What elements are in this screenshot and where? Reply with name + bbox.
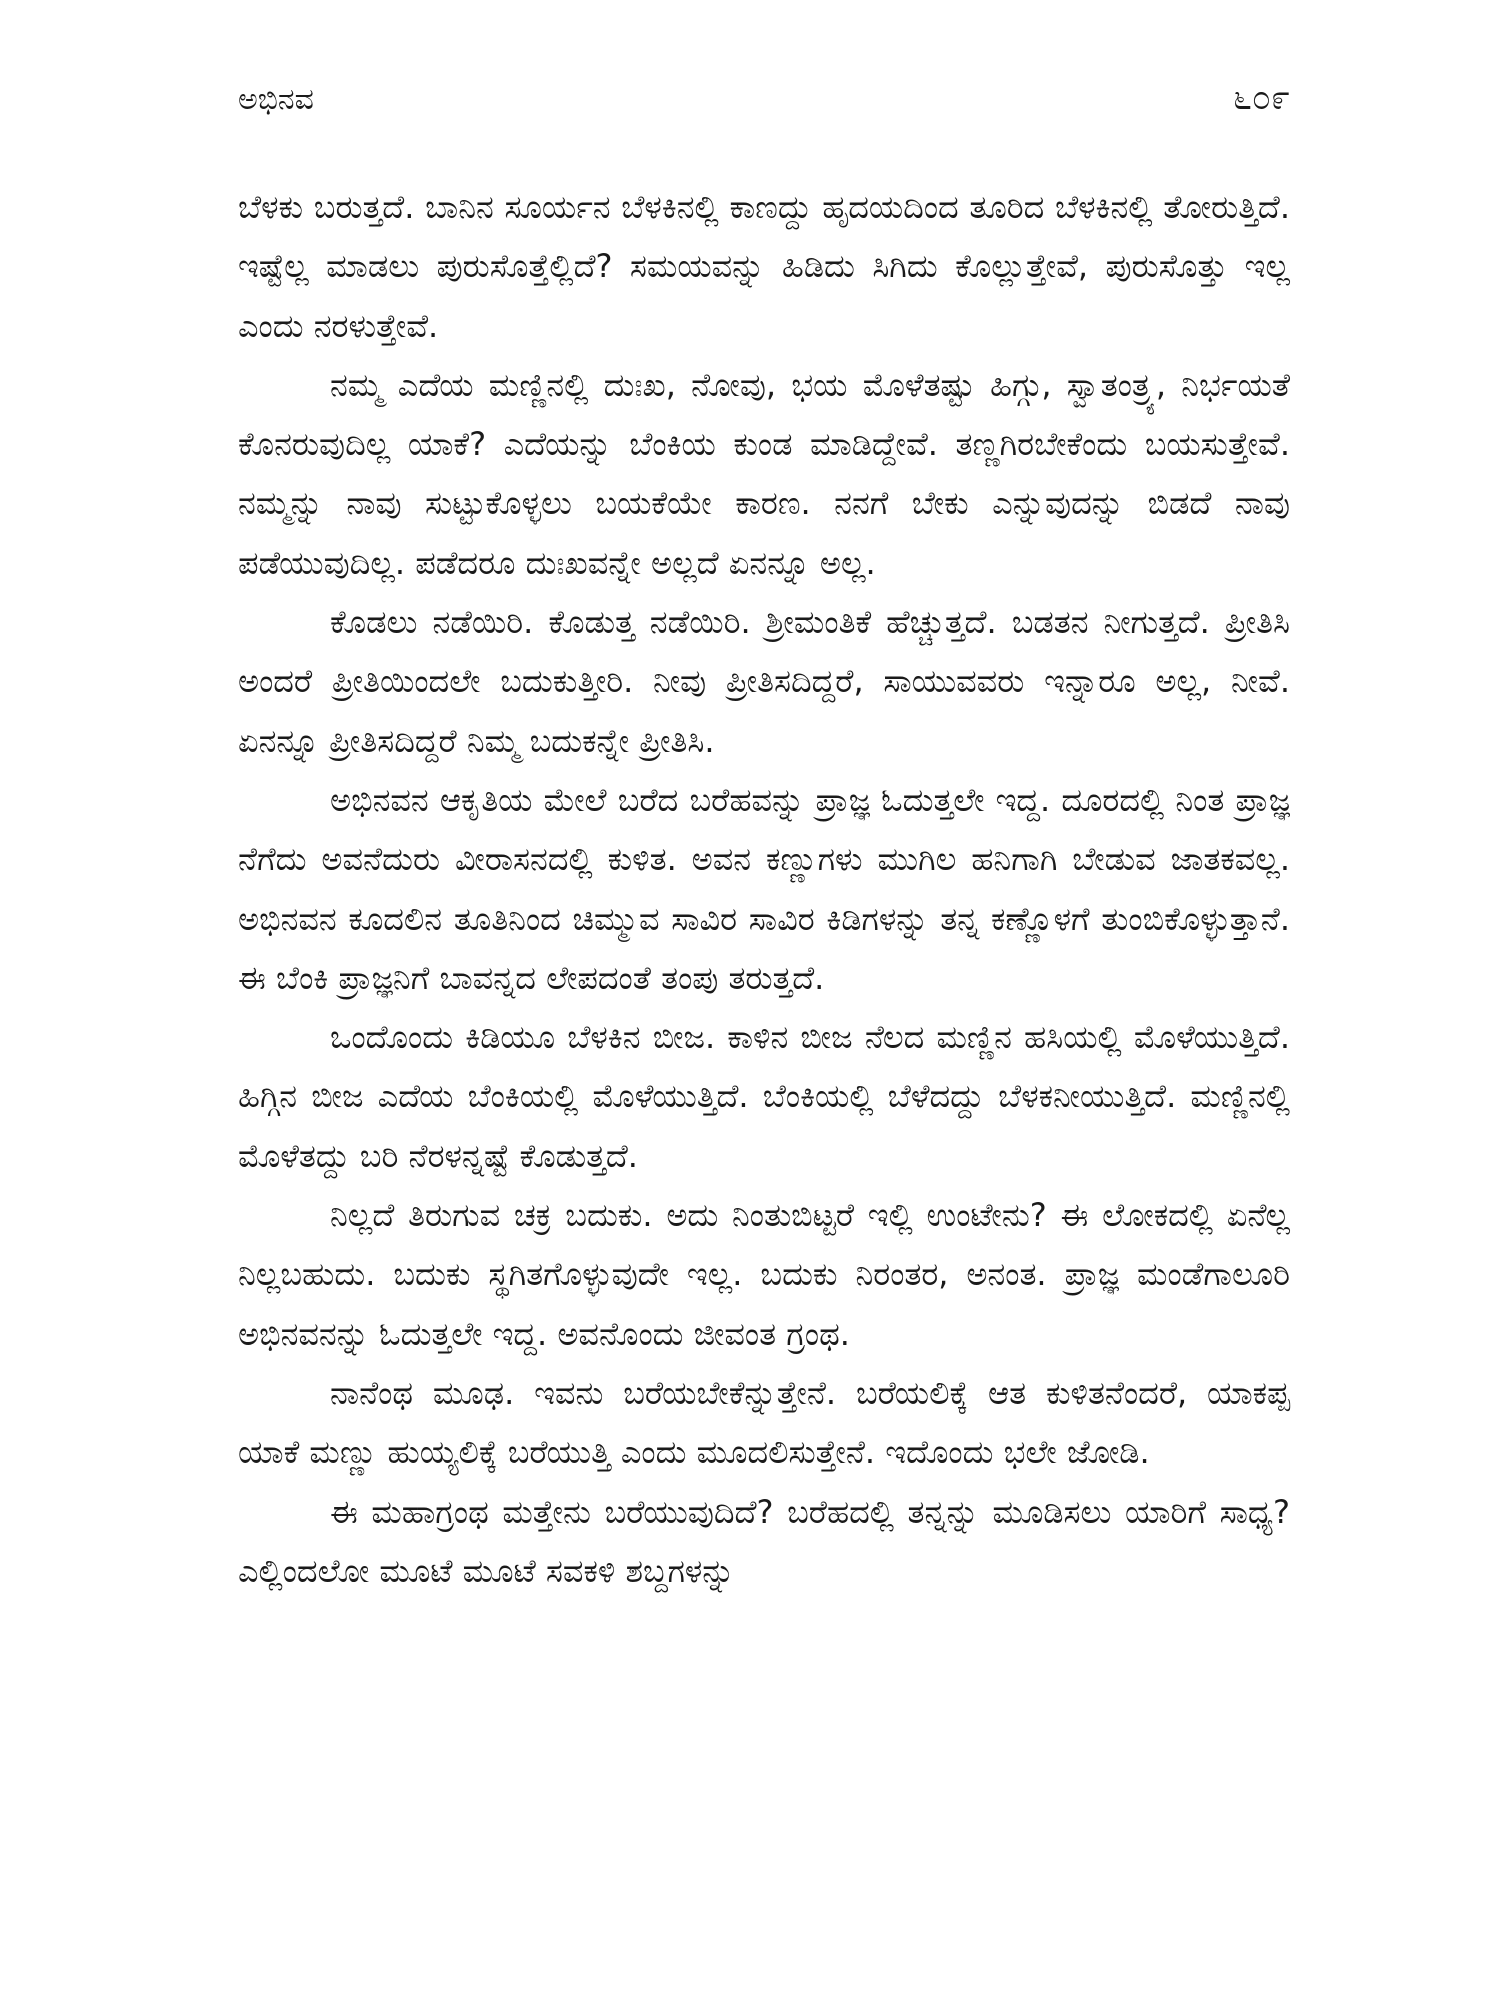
paragraph: ನಮ್ಮ ಎದೆಯ ಮಣ್ಣಿನಲ್ಲಿ ದುಃಖ, ನೋವು, ಭಯ ಮೊಳೆತಷ್ಟು ಹಿಗ್ಗು, ಸ್ವಾತಂತ್ರ್ಯ, ನಿರ್ಭಯತೆ ಕೊನರುವುದಿಲ್ಲ ಯಾಕೆ? ಎದೆಯನ್ನು ಬೆಂಕಿಯ ಕುಂಡ ಮಾಡಿದ್ದೇವೆ. ತಣ್ಣಗಿರಬೇಕೆಂದು ಬಯಸುತ್ತೇವೆ. ನಮ್ಮನ್ನು ನಾವು ಸುಟ್ಟುಕೊಳ್ಳಲು ಬಯಕೆಯೇ ಕಾರಣ. ನನಗೆ ಬೇಕು ಎನ್ನುವುದನ್ನು ಬಿಡದೆ ನಾವು ಪಡೆಯುವುದಿಲ್ಲ. ಪಡೆದರೂ ದುಃಖವನ್ನೇ ಅಲ್ಲದೆ ಏನನ್ನೂ ಅಲ್ಲ. <box>238 365 1290 582</box>
body-text <box>238 178 1290 1601</box>
paragraph: ನಾನೆಂಥ ಮೂಢ. ಇವನು ಬರೆಯಬೇಕೆನ್ನುತ್ತೇನೆ. ಬರೆಯಲಿಕ್ಕೆ ಆತ ಕುಳಿತನೆಂದರೆ, ಯಾಕಪ್ಪ ಯಾಕೆ ಮಣ್ಣು ಹುಯ್ಯಲಿಕ್ಕೆ ಬರೆಯುತ್ತಿ ಎಂದು ಮೂದಲಿಸುತ್ತೇನೆ. ಇದೊಂದು ಭಲೇ ಜೋಡಿ. <box>238 1373 1290 1472</box>
paragraph: ಅಭಿನವನ ಆಕೃತಿಯ ಮೇಲೆ ಬರೆದ ಬರೆಹವನ್ನು ಪ್ರಾಜ್ಞ ಓದುತ್ತಲೇ ಇದ್ದ. ದೂರದಲ್ಲಿ ನಿಂತ ಪ್ರಾಜ್ಞ ನೆಗೆದು ಅವನೆದುರು ವೀರಾಸನದಲ್ಲಿ ಕುಳಿತ. ಅವನ ಕಣ್ಣುಗಳು ಮುಗಿಲ ಹನಿಗಾಗಿ ಬೇಡುವ ಜಾತಕವಲ್ಲ. ಅಭಿನವನ ಕೂದಲಿನ ತೂತಿನಿಂದ ಚಿಮ್ಮುವ ಸಾವಿರ ಸಾವಿರ ಕಿಡಿಗಳನ್ನು ತನ್ನ ಕಣ್ಣೊಳಗೆ ತುಂಬಿಕೊಳ್ಳುತ್ತಾನೆ. ಈ ಬೆಂಕಿ ಪ್ರಾಜ್ಞನಿಗೆ ಬಾವನ್ನದ ಲೇಪದಂತೆ ತಂಪು ತರುತ್ತದೆ. <box>238 780 1290 997</box>
paragraph: ಈ ಮಹಾಗ್ರಂಥ ಮತ್ತೇನು ಬರೆಯುವುದಿದೆ? ಬರೆಹದಲ್ಲಿ ತನ್ನನ್ನು ಮೂಡಿಸಲು ಯಾರಿಗೆ ಸಾಧ್ಯ? ಎಲ್ಲಿಂದಲೋ ಮೂಟೆ ಮೂಟೆ ಸವಕಳಿ ಶಬ್ದಗಳನ್ನು <box>238 1492 1290 1590</box>
paragraph: ನಿಲ್ಲದೆ ತಿರುಗುವ ಚಕ್ರ ಬದುಕು. ಅದು ನಿಂತುಬಿಟ್ಟರೆ ಇಲ್ಲಿ ಉಂಟೇನು? ಈ ಲೋಕದಲ್ಲಿ ಏನೆಲ್ಲ ನಿಲ್ಲಬಹುದು. ಬದುಕು ಸ್ಥಗಿತಗೊಳ್ಳುವುದೇ ಇಲ್ಲ. ಬದುಕು ನಿರಂತರ, ಅನಂತ. ಪ್ರಾಜ್ಞ ಮಂಡೆಗಾಲೂರಿ ಅಭಿನವನನ್ನು ಓದುತ್ತಲೇ ಇದ್ದ. ಅವನೊಂದು ಜೀವಂತ ಗ್ರಂಥ. <box>238 1196 1290 1353</box>
page-header <box>238 72 1290 132</box>
paragraph: ಕೊಡಲು ನಡೆಯಿರಿ. ಕೊಡುತ್ತ ನಡೆಯಿರಿ. ಶ್ರೀಮಂತಿಕೆ ಹೆಚ್ಚುತ್ತದೆ. ಬಡತನ ನೀಗುತ್ತದೆ. ಪ್ರೀತಿಸಿ ಅಂದರೆ ಪ್ರೀತಿಯಿಂದಲೇ ಬದುಕುತ್ತೀರಿ. ನೀವು ಪ್ರೀತಿಸದಿದ್ದರೆ, ಸಾಯುವವರು ಇನ್ನಾರೂ ಅಲ್ಲ, ನೀವೆ. ಏನನ್ನೂ ಪ್ರೀತಿಸದಿದ್ದರೆ ನಿಮ್ಮ ಬದುಕನ್ನೇ ಪ್ರೀತಿಸಿ. <box>238 603 1290 760</box>
page-number: ೬೦೯ <box>1232 78 1290 118</box>
paragraph: ಬೆಳಕು ಬರುತ್ತದೆ. ಬಾನಿನ ಸೂರ್ಯನ ಬೆಳಕಿನಲ್ಲಿ ಕಾಣದ್ದು ಹೃದಯದಿಂದ ತೂರಿದ ಬೆಳಕಿನಲ್ಲಿ ತೋರುತ್ತಿದೆ. ಇಷ್ಟೆಲ್ಲ ಮಾಡಲು ಪುರುಸೊತ್ತೆಲ್ಲಿದೆ? ಸಮಯವನ್ನು ಹಿಡಿದು ಸಿಗಿದು ಕೊಲ್ಲುತ್ತೇವೆ, ಪುರುಸೊತ್ತು ಇಲ್ಲ ಎಂದು ನರಳುತ್ತೇವೆ. <box>238 188 1290 345</box>
paragraph: ಒಂದೊಂದು ಕಿಡಿಯೂ ಬೆಳಕಿನ ಬೀಜ. ಕಾಳಿನ ಬೀಜ ನೆಲದ ಮಣ್ಣಿನ ಹಸಿಯಲ್ಲಿ ಮೊಳೆಯುತ್ತಿದೆ. ಹಿಗ್ಗಿನ ಬೀಜ ಎದೆಯ ಬೆಂಕಿಯಲ್ಲಿ ಮೊಳೆಯುತ್ತಿದೆ. ಬೆಂಕಿಯಲ್ಲಿ ಬೆಳೆದದ್ದು ಬೆಳಕನೀಯುತ್ತಿದೆ. ಮಣ್ಣಿನಲ್ಲಿ ಮೊಳೆತದ್ದು ಬರಿ ನೆರಳನ್ನಷ್ಟೆ ಕೊಡುತ್ತದೆ. <box>238 1018 1290 1175</box>
running-title: ಅಭಿನವ <box>238 82 314 117</box>
